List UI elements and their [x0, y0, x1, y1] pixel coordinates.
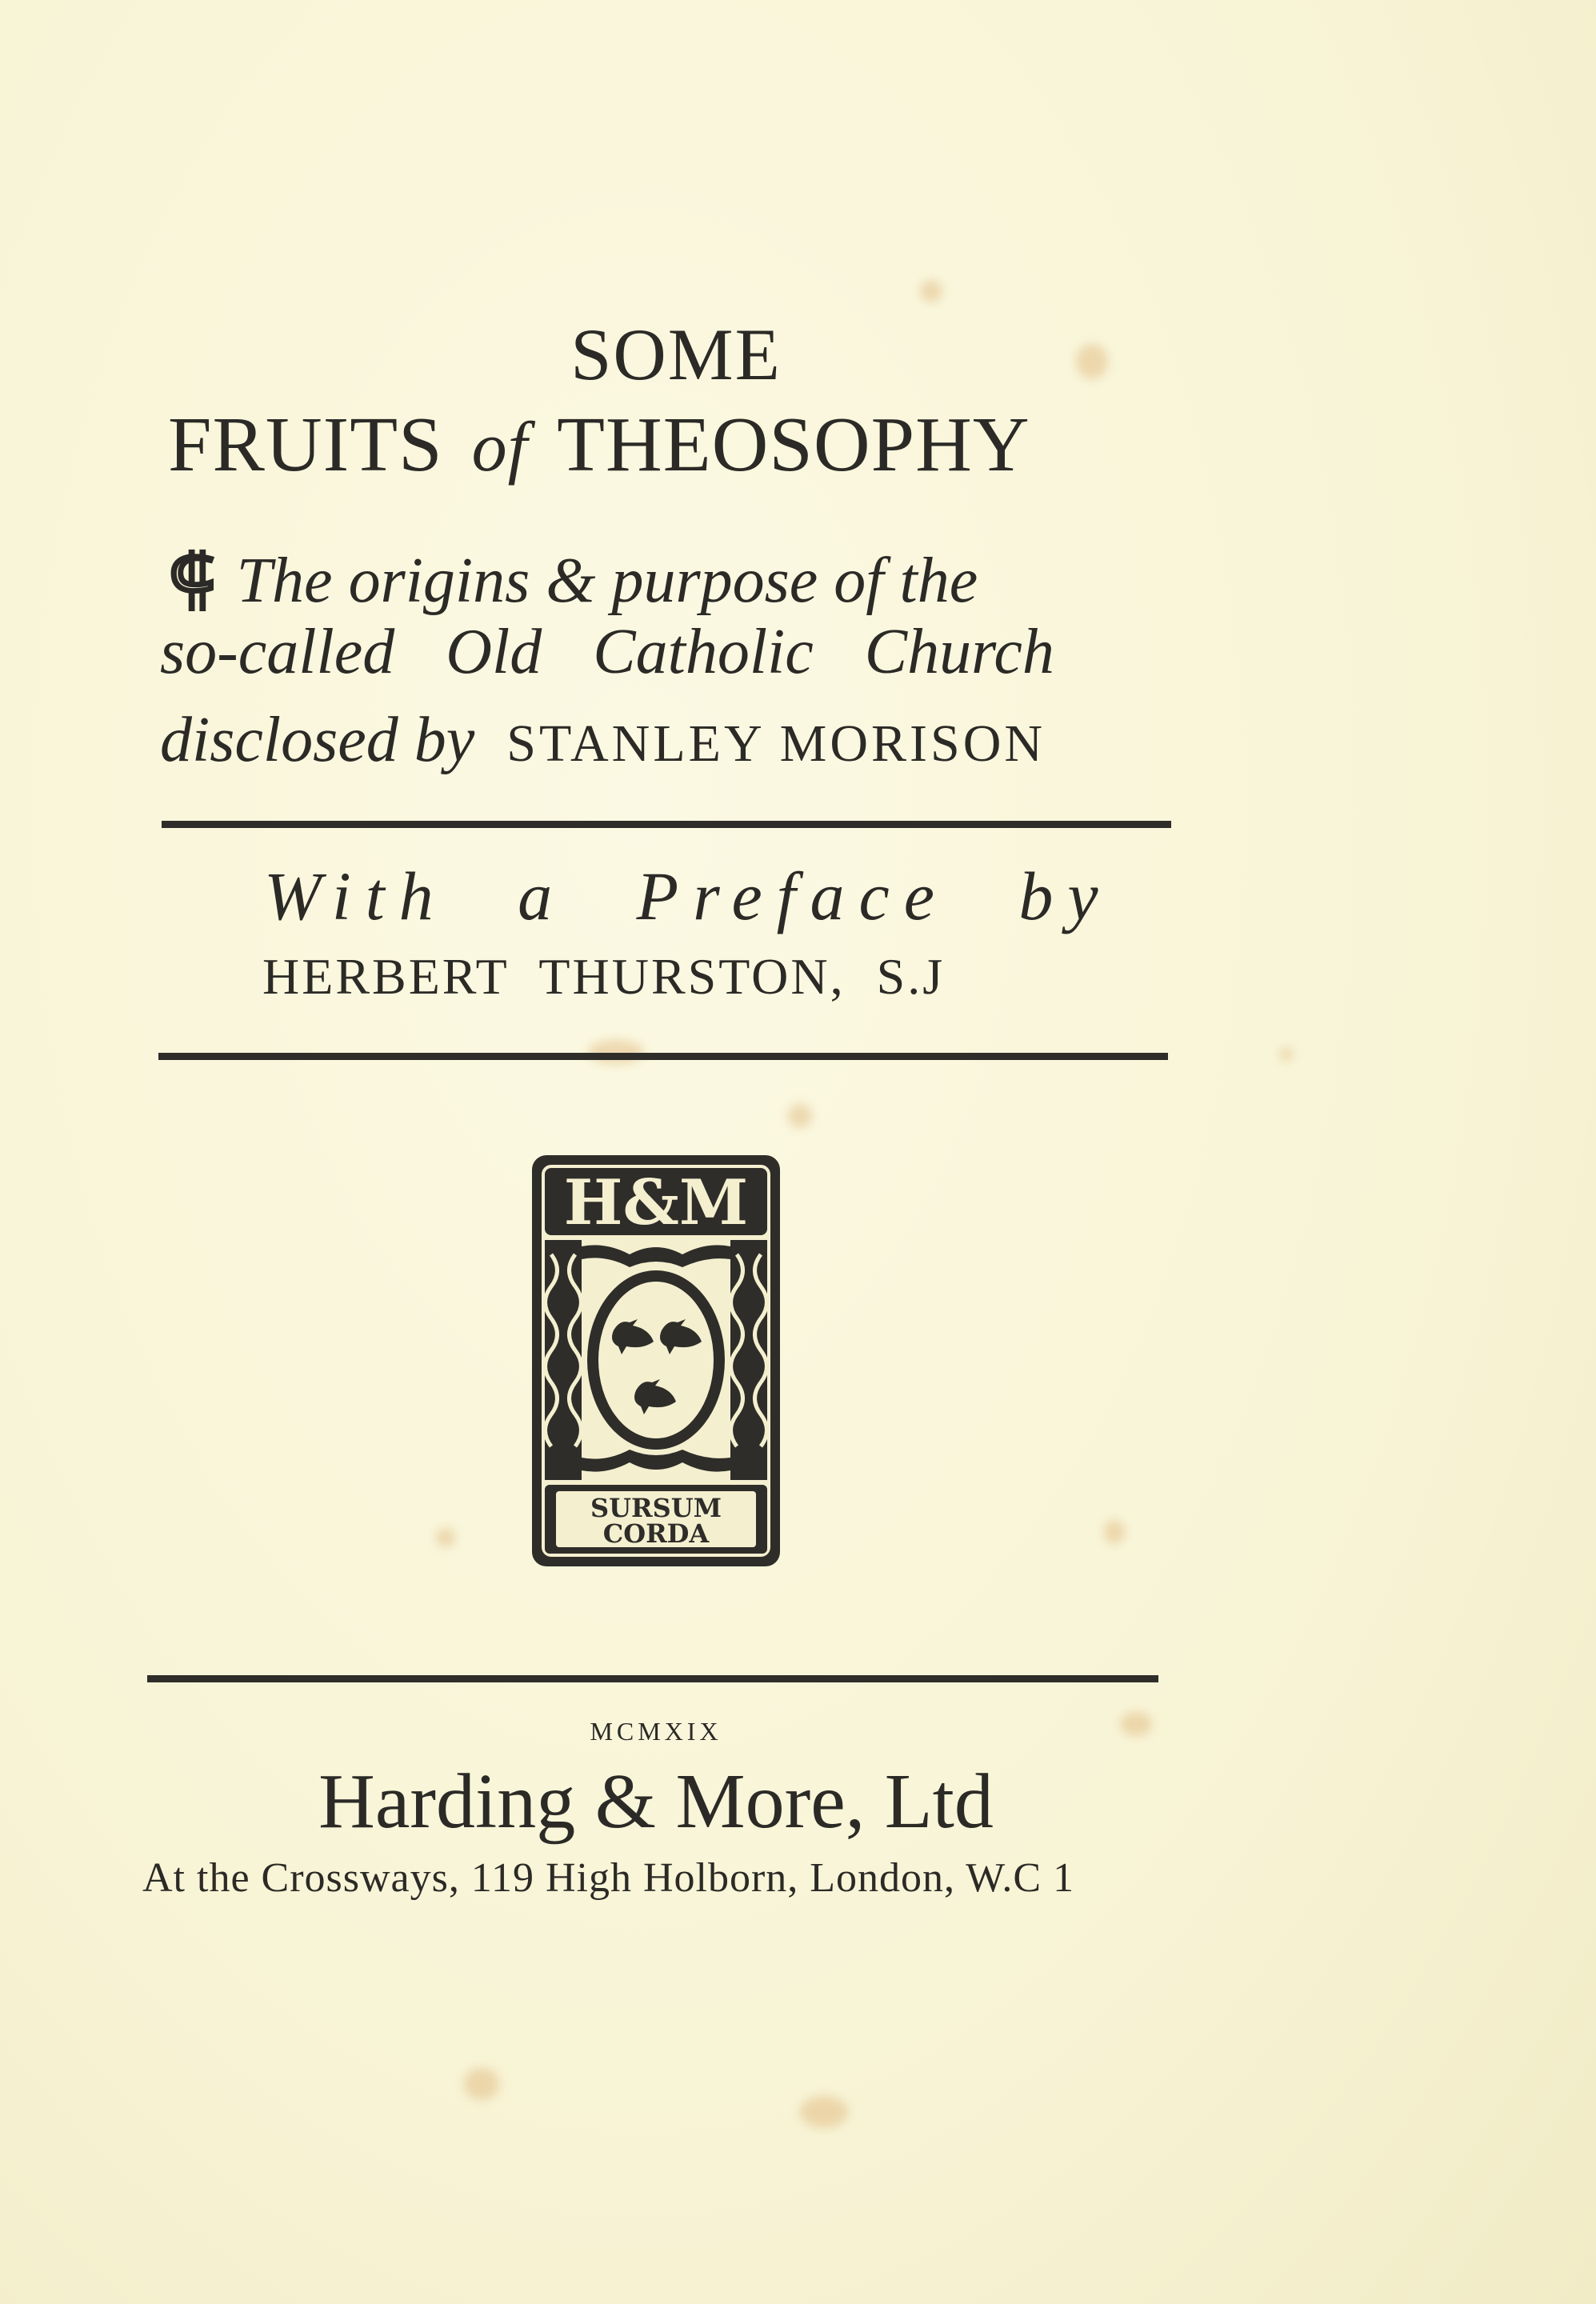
preface-line: With a Preface by [264, 858, 1113, 934]
subtitle-disclosed-by: disclosed by [160, 705, 475, 775]
publisher-device-emblem [524, 1150, 788, 1573]
subtitle-line-1 [168, 530, 978, 622]
paragraph-mark-icon: ⸿ [168, 538, 216, 618]
author-name: STANLEY MORISON [506, 714, 1046, 773]
emblem-motto-1: SURSUM [590, 1493, 722, 1523]
divider-rule-1 [162, 821, 1171, 828]
publication-year: MCMXIX [590, 1717, 722, 1746]
title-word-of: of [471, 409, 529, 486]
emblem-monogram: H&M [563, 1166, 749, 1239]
title-word-theosophy: THEOSOPHY [557, 402, 1030, 488]
title-line-1: SOME [570, 314, 782, 395]
publisher-name: Harding & More, Ltd [318, 1758, 994, 1845]
divider-rule-2 [158, 1053, 1168, 1060]
publisher-address: At the Crossways, 119 High Holborn, London, W.C 1 [142, 1855, 1075, 1901]
subtitle-line-3 [160, 704, 1046, 777]
subtitle-text-1: The origins & purpose of the [236, 546, 978, 616]
subtitle-line-2: so-called Old Catholic Church [160, 617, 1054, 687]
preface-author: HERBERT THURSTON, S.J [262, 948, 946, 1005]
title-word-fruits: FRUITS [168, 402, 443, 488]
emblem-motto-2: CORDA [602, 1518, 710, 1549]
title-line-2 [168, 400, 1030, 490]
divider-rule-3 [147, 1675, 1158, 1682]
